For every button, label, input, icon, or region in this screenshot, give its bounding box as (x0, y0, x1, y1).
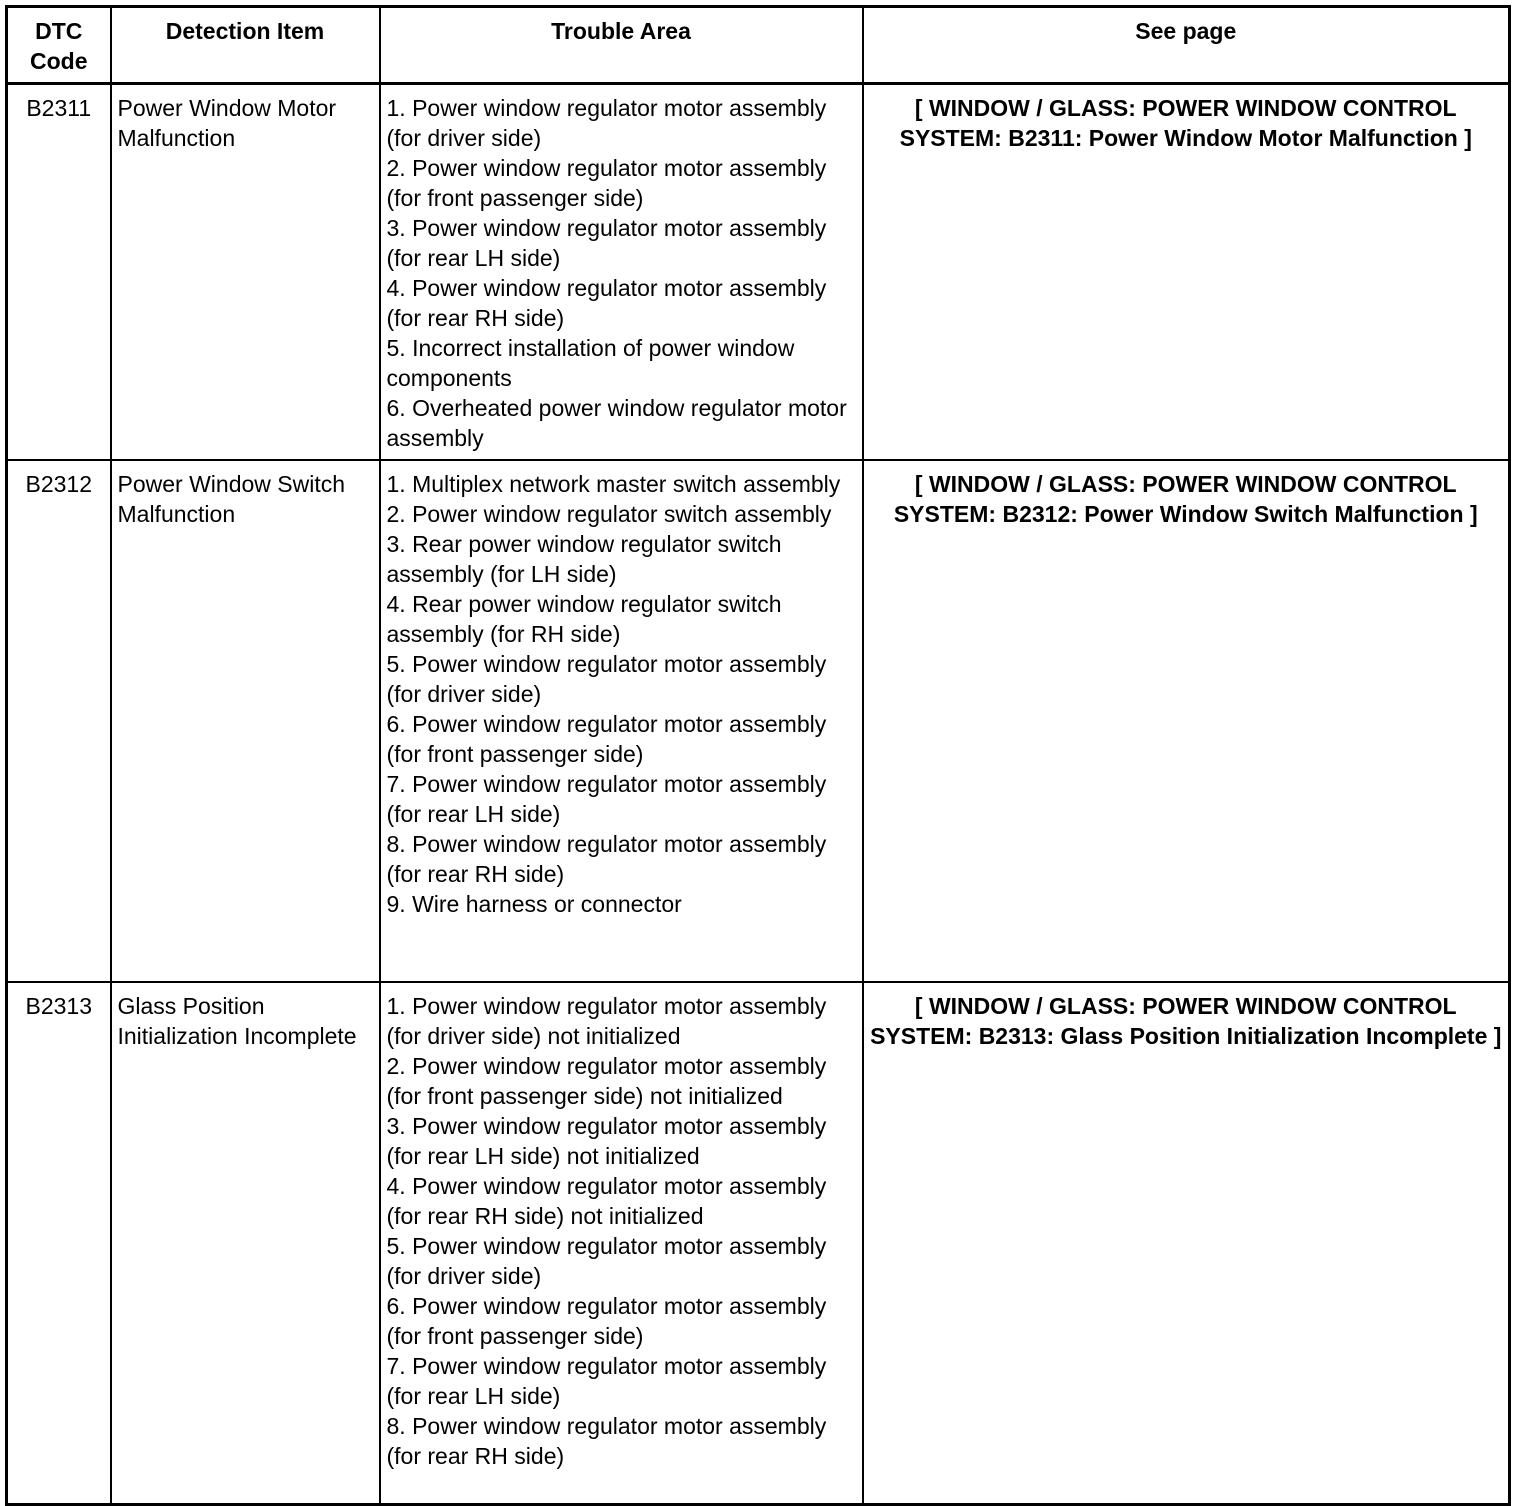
dtc-code-cell: B2311 (7, 84, 111, 461)
detection-item-cell: Power Window Switch Malfunction (111, 460, 380, 982)
trouble-area-item: 6. Power window regulator motor assembly (for front passenger side) (386, 711, 827, 767)
see-page-link[interactable]: [ WINDOW / GLASS: POWER WINDOW CONTROL SYSTEM: B2313: Glass Position Initialization Incomplete ] (863, 982, 1510, 1504)
dtc-table (5, 5, 1511, 1506)
trouble-area-item: 4. Rear power window regulator switch assembly (for RH side) (386, 591, 782, 647)
trouble-area-item: 7. Power window regulator motor assembly (for rear LH side) (386, 771, 827, 827)
trouble-area-item: 8. Power window regulator motor assembly (for rear RH side) (386, 1413, 827, 1469)
header-row (7, 7, 1510, 84)
trouble-area-item: 6. Overheated power window regulator motor assembly (386, 395, 847, 451)
trouble-area-cell (380, 460, 863, 982)
trouble-area-item: 5. Power window regulator motor assembly (for driver side) (386, 1233, 827, 1289)
trouble-area-item: 4. Power window regulator motor assembly (for rear RH side) not initialized (386, 1173, 827, 1229)
trouble-area-item: 4. Power window regulator motor assembly (for rear RH side) (386, 275, 827, 331)
trouble-area-item: 5. Incorrect installation of power window components (386, 335, 795, 391)
header-dtc-code-line2: Code (30, 48, 88, 74)
dtc-code-cell: B2313 (7, 982, 111, 1504)
header-dtc-code (7, 7, 111, 84)
trouble-area-item: 5. Power window regulator motor assembly (for driver side) (386, 651, 827, 707)
header-trouble-area: Trouble Area (380, 7, 863, 84)
detection-item-cell: Glass Position Initialization Incomplete (111, 982, 380, 1504)
header-detection-item: Detection Item (111, 7, 380, 84)
trouble-area-item: 6. Power window regulator motor assembly (for front passenger side) (386, 1293, 827, 1349)
detection-item-cell: Power Window Motor Malfunction (111, 84, 380, 461)
table-row (7, 982, 1510, 1504)
see-page-link[interactable]: [ WINDOW / GLASS: POWER WINDOW CONTROL SYSTEM: B2311: Power Window Motor Malfunction ] (863, 84, 1510, 461)
trouble-area-item: 3. Rear power window regulator switch assembly (for LH side) (386, 531, 782, 587)
trouble-area-item: 1. Power window regulator motor assembly (for driver side) (386, 95, 827, 151)
header-see-page: See page (863, 7, 1510, 84)
table-header (7, 7, 1510, 84)
trouble-area-item: 9. Wire harness or connector (386, 891, 682, 917)
see-page-link[interactable]: [ WINDOW / GLASS: POWER WINDOW CONTROL SYSTEM: B2312: Power Window Switch Malfunction ] (863, 460, 1510, 982)
trouble-area-item: 3. Power window regulator motor assembly (for rear LH side) not initialized (386, 1113, 827, 1169)
table-row (7, 84, 1510, 461)
trouble-area-item: 7. Power window regulator motor assembly (for rear LH side) (386, 1353, 827, 1409)
trouble-area-item: 2. Power window regulator motor assembly (for front passenger side) (386, 155, 827, 211)
trouble-area-cell (380, 982, 863, 1504)
table-body (7, 84, 1510, 1505)
trouble-area-item: 1. Multiplex network master switch assembly (386, 471, 841, 497)
trouble-area-item: 1. Power window regulator motor assembly (for driver side) not initialized (386, 993, 827, 1049)
header-dtc-code-line1: DTC (35, 18, 83, 44)
trouble-area-item: 2. Power window regulator motor assembly (for front passenger side) not initialized (386, 1053, 827, 1109)
dtc-code-cell: B2312 (7, 460, 111, 982)
trouble-area-item: 8. Power window regulator motor assembly (for rear RH side) (386, 831, 827, 887)
trouble-area-item: 2. Power window regulator switch assembly (386, 501, 832, 527)
table-row (7, 460, 1510, 982)
trouble-area-cell (380, 84, 863, 461)
trouble-area-item: 3. Power window regulator motor assembly (for rear LH side) (386, 215, 827, 271)
